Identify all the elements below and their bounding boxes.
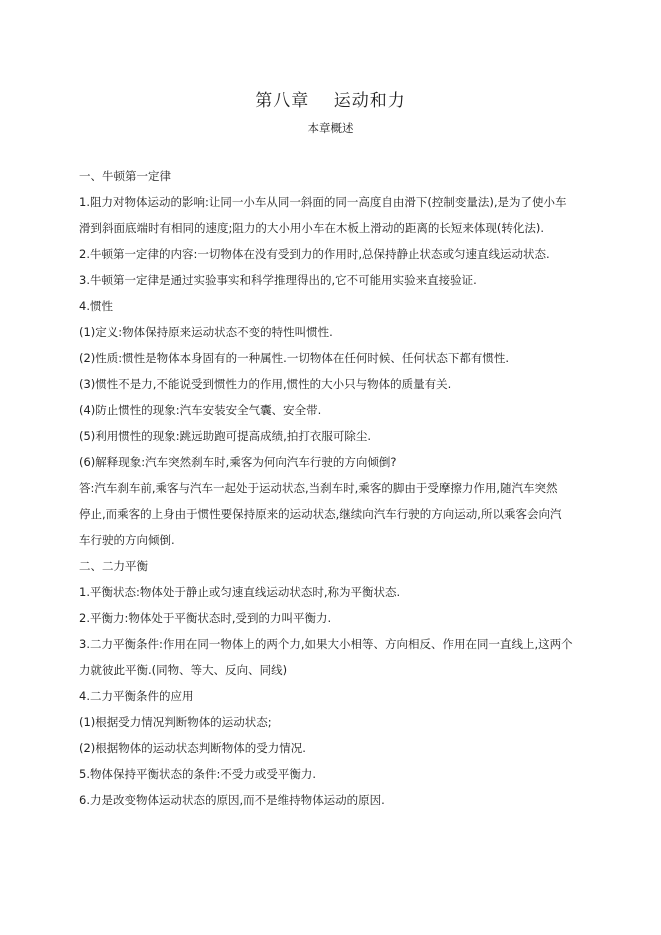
text-line: 3.牛顿第一定律是通过实验事实和科学推理得出的,它不可能用实验来直接验证.	[79, 273, 477, 287]
text-line: (5)利用惯性的现象:跳远助跑可提高成绩,拍打衣服可除尘.	[79, 429, 371, 443]
chapter-title: 第八章 运动和力	[255, 91, 406, 111]
document-body	[79, 163, 584, 813]
text-line: 答:汽车刹车前,乘客与汽车一起处于运动状态,当刹车时,乘客的脚由于受摩擦力作用,随汽车突然	[79, 481, 558, 495]
section-heading-1: 一、牛顿第一定律	[79, 169, 171, 183]
text-line: 1.阻力对物体运动的影响:让同一小车从同一斜面的同一高度自由滑下(控制变量法),是为了使小车	[79, 195, 567, 209]
text-line: 3.二力平衡条件:作用在同一物体上的两个力,如果大小相等、方向相反、作用在同一直线上,这两个	[79, 637, 573, 651]
text-line: 4.惯性	[79, 299, 113, 313]
text-line: 2.牛顿第一定律的内容:一切物体在没有受到力的作用时,总保持静止状态或匀速直线运动状态.	[79, 247, 550, 261]
text-line: (1)根据受力情况判断物体的运动状态;	[79, 715, 272, 729]
text-line: 5.物体保持平衡状态的条件:不受力或受平衡力.	[79, 767, 316, 781]
text-line: 2.平衡力:物体处于平衡状态时,受到的力叫平衡力.	[79, 611, 332, 625]
text-line: 停止,而乘客的上身由于惯性要保持原来的运动状态,继续向汽车行驶的方向运动,所以乘客会向汽	[79, 507, 562, 521]
text-line: (1)定义:物体保持原来运动状态不变的特性叫惯性.	[79, 325, 333, 339]
text-line: (4)防止惯性的现象:汽车安装安全气囊、安全带.	[79, 403, 322, 417]
text-line: 车行驶的方向倾倒.	[79, 533, 175, 547]
text-line: (3)惯性不是力,不能说受到惯性力的作用,惯性的大小只与物体的质量有关.	[79, 377, 452, 391]
text-line: 1.平衡状态:物体处于静止或匀速直线运动状态时,称为平衡状态.	[79, 585, 401, 599]
chapter-subtitle: 本章概述	[307, 121, 354, 135]
text-line: 力就彼此平衡.(同物、等大、反向、同线)	[79, 663, 288, 677]
section-heading-2: 二、二力平衡	[79, 559, 148, 573]
text-line: 4.二力平衡条件的应用	[79, 689, 194, 703]
text-line: (2)性质:惯性是物体本身固有的一种属性.一切物体在任何时候、任何状态下都有惯性.	[79, 351, 509, 365]
text-line: (2)根据物体的运动状态判断物体的受力情况.	[79, 741, 306, 755]
text-line: 6.力是改变物体运动状态的原因,而不是维持物体运动的原因.	[79, 793, 385, 807]
text-line: (6)解释现象:汽车突然刹车时,乘客为何向汽车行驶的方向倾倒?	[79, 455, 397, 469]
text-line: 滑到斜面底端时有相同的速度;阻力的大小用小车在木板上滑动的距离的长短来体现(转化法).	[79, 221, 544, 235]
